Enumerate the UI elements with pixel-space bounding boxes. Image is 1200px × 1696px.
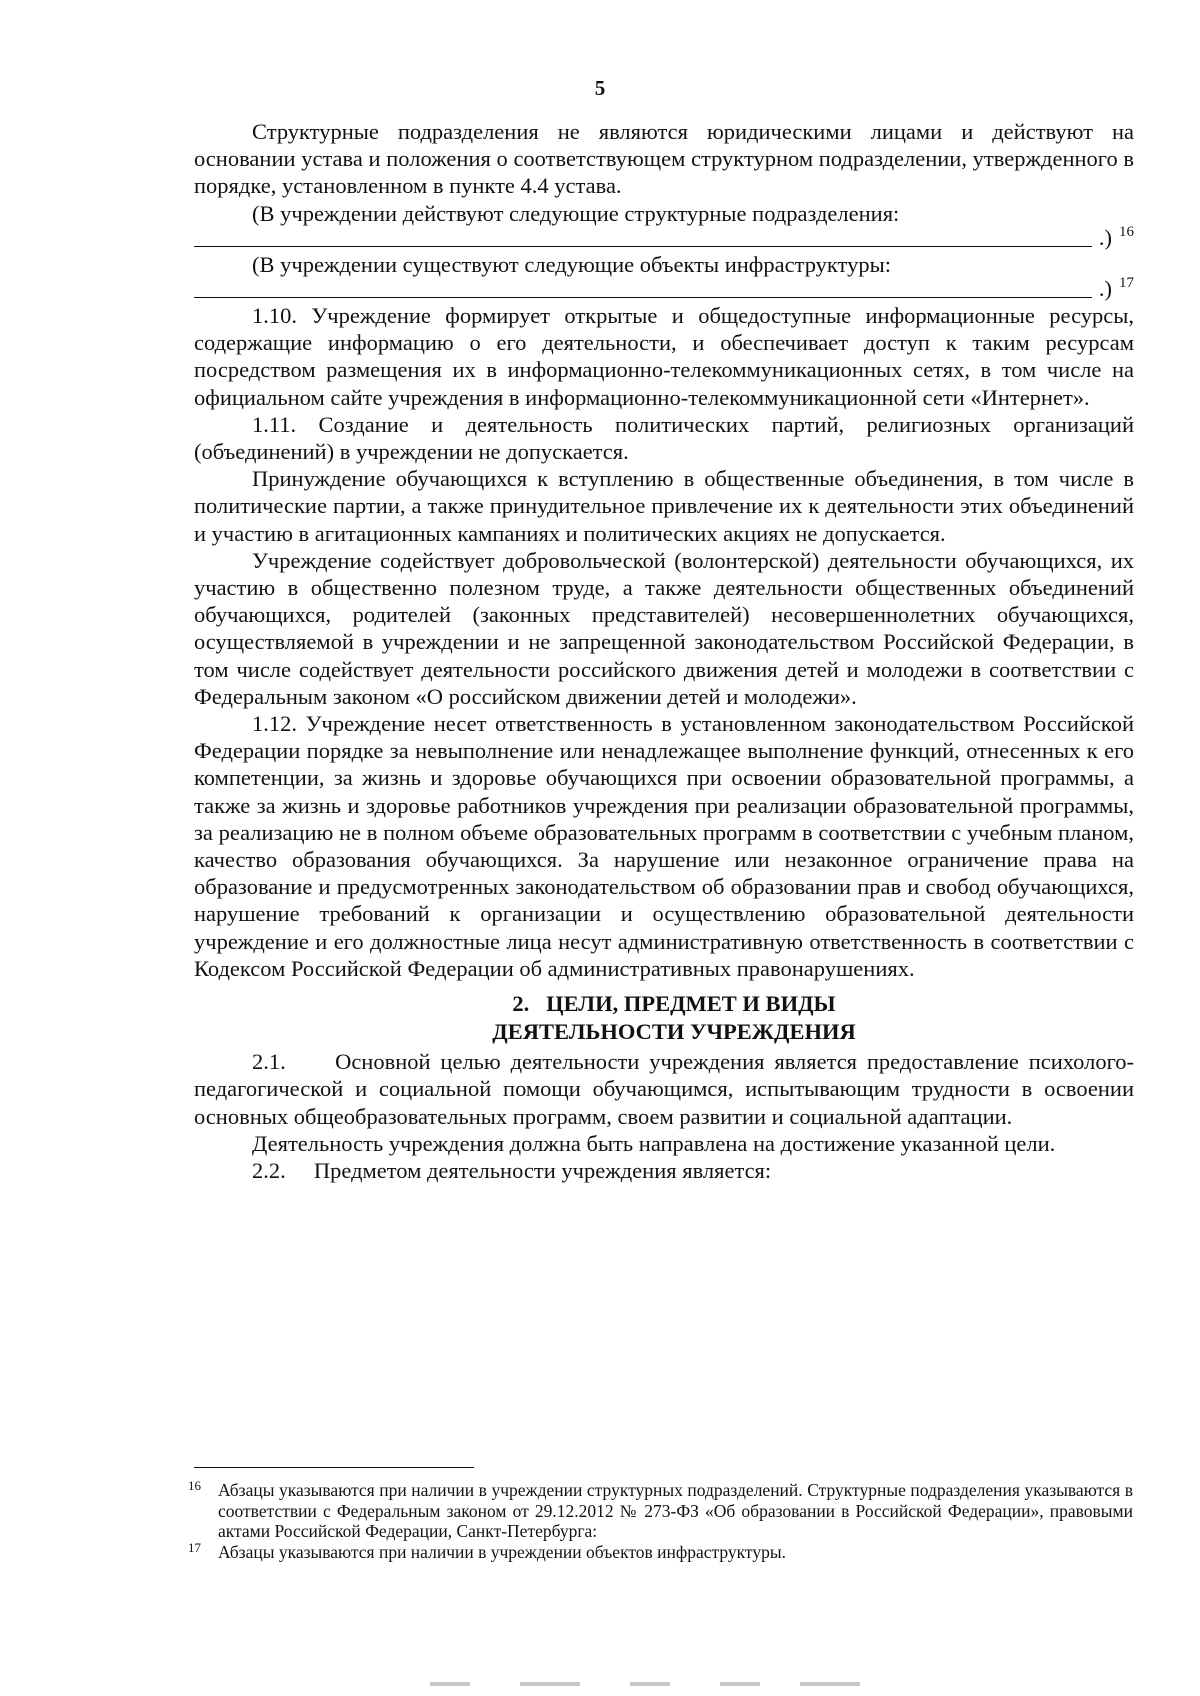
paragraph-infrastructure-list: (В учреждении существуют следующие объекты инфраструктуры:	[252, 251, 891, 277]
paragraph-2-1: 2.1. Основной целью деятельности учреждения является предоставление психолого-педагогической и социальной помощи обучающимся, испытывающим трудности в освоении основных общеобразовательных программ, своем развитии и социальной адаптации.	[194, 1049, 1140, 1129]
paragraph-structural-units: Структурные подразделения не являются юридическими лицами и действуют на основании устава и положения о соответствующем структурном подразделении, утвержденного в порядке, установленном в пункте 4.4 устава.	[194, 119, 1134, 199]
fill-in-tail: .)	[1098, 275, 1112, 301]
footnote-ref-17: 17	[1119, 275, 1134, 292]
paragraph-volunteer: Учреждение содействует добровольческой (волонтерской) деятельности обучающихся, их участию в общественно полезном труде, а также деятельности общественных объединений обучающихся, родителей (законных представителей) несовершеннолетних обучающихся, осуществляемой в учреждении и не запрещенной законодательством Российской Федерации, в том числе содействует деятельности российского движения детей и молодежи в соответствии с Федеральным законом «О российском движении детей и молодежи».	[194, 547, 1134, 709]
paragraph-1-11: 1.11. Создание и деятельность политических партий, религиозных организаций (объединений) в учреждении не допускается.	[194, 411, 1134, 465]
section-2-heading-line2: ДЕЯТЕЛЬНОСТИ УЧРЕЖДЕНИЯ	[492, 1019, 856, 1045]
paragraph-2-2: 2.2. Предметом деятельности учреждения является:	[252, 1157, 772, 1183]
fill-in-line-structural-units	[194, 225, 1134, 251]
footnote-text: Абзацы указываются при наличии в учреждении объектов инфраструктуры.	[218, 1541, 786, 1562]
paragraph-coercion: Принуждение обучающихся к вступлению в общественные объединения, в том числе в политические партии, а также принудительное привлечение их к деятельности этих объединений и участию в агитационных кампаниях и политических акциях не допускается.	[194, 466, 1134, 546]
section-2-heading-line1: 2. ЦЕЛИ, ПРЕДМЕТ И ВИДЫ	[512, 991, 836, 1017]
document-body	[194, 118, 1140, 1184]
scan-artifact	[430, 1682, 890, 1688]
paragraph-structural-units-list: (В учреждении действуют следующие структурные подразделения:	[252, 200, 900, 226]
footnote-16	[188, 1480, 1133, 1542]
footnote-17	[188, 1539, 1133, 1563]
paragraph-goal: Деятельность учреждения должна быть направлена на достижение указанной цели.	[252, 1130, 1056, 1156]
footnote-separator	[194, 1467, 474, 1468]
fill-in-rule	[194, 297, 1092, 298]
footnote-text: Абзацы указываются при наличии в учреждении структурных подразделений. Структурные подразделения указываются в соответствии с Федеральным законом от 29.12.2012 № 273-ФЗ «Об образовании в Российской Федерации», правовыми актами Российской Федерации, Санкт-Петербурга:	[218, 1480, 1133, 1541]
footnote-mark: 16	[188, 1478, 201, 1493]
footnotes	[188, 1480, 1133, 1562]
fill-in-rule	[194, 246, 1092, 247]
fill-in-tail: .)	[1098, 224, 1112, 250]
paragraph-1-10: 1.10. Учреждение формирует открытые и общедоступные информационные ресурсы, содержащие информацию о его деятельности, и обеспечивает доступ к таким ресурсам посредством размещения их в информационно-телекоммуникационных сетях, в том числе на официальном сайте учреждения в информационно-телекоммуникационной сети «Интернет».	[194, 303, 1134, 410]
fill-in-line-infrastructure	[194, 276, 1134, 302]
footnote-ref-16: 16	[1119, 223, 1134, 240]
footnote-mark: 17	[188, 1539, 201, 1555]
section-2-heading	[194, 990, 1134, 1046]
page-number: 5	[594, 76, 606, 100]
paragraph-1-12: 1.12. Учреждение несет ответственность в установленном законодательством Российской Федерации порядке за невыполнение или ненадлежащее выполнение функций, отнесенных к его компетенции, за жизнь и здоровье обучающихся при освоении образовательной программы, а также за жизнь и здоровье работников учреждения при реализации образовательной программы, за реализацию не в полном объеме образовательных программ в соответствии с учебным планом, качество образования обучающихся. За нарушение или незаконное ограничение права на образование и предусмотренных законодательством об образовании прав и свобод обучающихся, нарушение требований к организации и осуществлению образовательной деятельности учреждение и его должностные лица несут административную ответственность в соответствии с Кодексом Российской Федерации об административных правонарушениях.	[194, 711, 1134, 981]
